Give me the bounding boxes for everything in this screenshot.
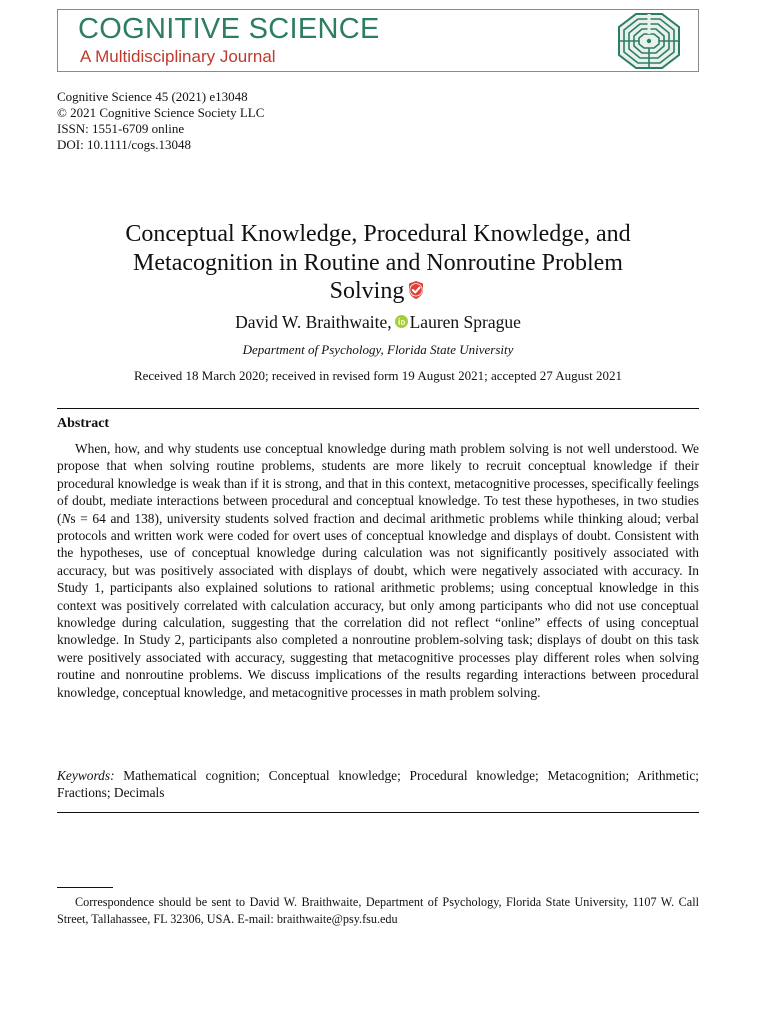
- title-line-1: Conceptual Knowledge, Procedural Knowledge, and: [125, 221, 631, 247]
- citation-line: Cognitive Science 45 (2021) e13048: [57, 89, 248, 104]
- doi-line[interactable]: DOI: 10.1111/cogs.13048: [57, 137, 191, 152]
- keywords-label: Keywords:: [57, 768, 115, 783]
- copyright-line: © 2021 Cognitive Science Society LLC: [57, 105, 265, 120]
- abstract-body: [57, 440, 699, 701]
- abstract-top-rule: [57, 408, 699, 409]
- article-dates: Received 18 March 2020; received in revised form 19 August 2021; accepted 27 August 2021: [133, 368, 623, 383]
- article-title: [57, 220, 699, 306]
- keywords-list: Mathematical cognition; Conceptual knowledge; Procedural knowledge; Metacognition; Arithmetic; Fractions; Decimals: [57, 768, 699, 801]
- abstract-heading: Abstract: [57, 416, 110, 431]
- author-affiliation: Department of Psychology, Florida State University: [242, 342, 514, 357]
- labyrinth-logo-icon: [618, 13, 680, 69]
- author-list: [57, 311, 699, 333]
- title-line-3-wrap: [57, 277, 699, 306]
- journal-title: COGNITIVE SCIENCE: [78, 13, 380, 45]
- author-2: Lauren Sprague: [409, 312, 521, 332]
- citation-meta: [57, 89, 264, 153]
- author-1: David W. Braithwaite,: [235, 312, 392, 332]
- journal-subtitle: A Multidisciplinary Journal: [80, 47, 276, 66]
- footnote-rule: [57, 887, 113, 888]
- abstract-bottom-rule: [57, 812, 699, 813]
- abstract-text-part-1: When, how, and why students use conceptual knowledge during math problem solving is not well understood. We propose that when solving routine problems, students are more likely to recruit conceptual knowledge if their procedural knowledge is weak than if it is strong, and that in this context, metacognitive processes, specifically feelings of doubt, mediate interactions between procedural and conceptual knowledge. To test these hypotheses, in two studies (: [57, 441, 699, 526]
- correspondence-footnote: Correspondence should be sent to David W. Braithwaite, Department of Psychology, Florida State University, 1107 W. Call Street, Tallahassee, FL 32306, USA. E-mail: braithwaite@psy.fsu.edu: [57, 895, 699, 926]
- orcid-icon[interactable]: [395, 315, 408, 328]
- keywords: [57, 767, 699, 802]
- title-line-3: Solving: [329, 278, 405, 304]
- title-line-2: Metacognition in Routine and Nonroutine Problem: [133, 249, 623, 276]
- check-for-updates-icon[interactable]: [406, 280, 426, 300]
- abstract-text-part-2: s = 64 and 138), university students solved fraction and decimal arithmetic problems while thinking aloud; verbal protocols and written work were coded for overt uses of conceptual knowledge and displays of doubt. Consistent with the hypotheses, use of conceptual knowledge during calculation was not significantly positively associated with accuracy, but was positively associated with displays of doubt, which were negatively associated with accuracy. In Study 1, participants also explained solutions to rational arithmetic problems; using conceptual knowledge in this context was positively correlated with calculation accuracy, but only among participants who did not use conceptual knowledge during calculation, suggesting that the correlation did not reflect “online” effects of using conceptual knowledge. In Study 2, participants also completed a nonroutine problem-solving task; displays of doubt on this task were positively associated with accuracy, suggesting that metacognitive processes play different roles when solving routine and nonroutine problems. We discuss implications of the results regarding interactions between procedural knowledge, conceptual knowledge, and metacognitive processes in math problem solving.: [57, 510, 699, 700]
- sample-size-symbol: N: [61, 510, 71, 526]
- journal-banner: [57, 9, 699, 72]
- issn-line: ISSN: 1551-6709 online: [57, 121, 185, 136]
